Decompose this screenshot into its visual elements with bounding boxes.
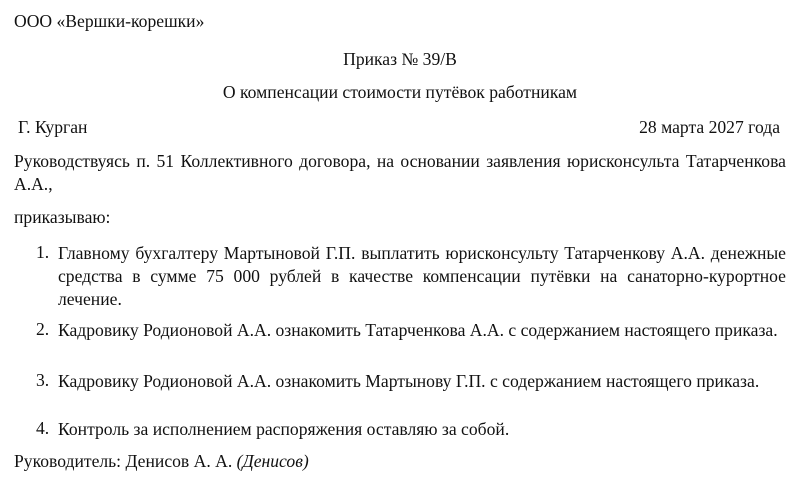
item-text: Кадровику Родионовой А.А. ознакомить Мартынову Г.П. с содержанием настоящего приказа. (58, 371, 760, 391)
order-title: Приказ № 39/В (343, 49, 457, 69)
item-text: Главному бухгалтеру Мартыновой Г.П. выплатить юрисконсульту Татарченкову А.А. денежные средства в сумме 75 000 рублей в качестве компенсации путёвки на санаторно-курортное лечение. (58, 243, 786, 309)
signature-label: Руководитель: Денисов А. А. (14, 451, 233, 471)
signed-name: (Денисов) (236, 451, 309, 471)
item-number: 3. (36, 370, 50, 390)
order-word: приказываю: (14, 207, 111, 227)
item-text: Кадровику Родионовой А.А. ознакомить Татарченкова А.А. с содержанием настоящего приказа. (58, 320, 778, 340)
item-number: 4. (36, 418, 50, 438)
order-subject: О компенсации стоимости путёвок работникам (222, 82, 578, 102)
preamble: Руководствуясь п. 51 Коллективного договора, на основании заявления юрисконсульта Татарченкова А.А., (14, 151, 786, 194)
item-number: 2. (36, 319, 50, 339)
item-text: Контроль за исполнением распоряжения оставляю за собой. (58, 419, 510, 439)
signature-line (14, 451, 309, 472)
item-number: 1. (36, 242, 50, 262)
order-date: 28 марта 2027 года (639, 117, 780, 137)
organization-name: ООО «Вершки-корешки» (14, 11, 205, 31)
city: Г. Курган (18, 117, 88, 137)
